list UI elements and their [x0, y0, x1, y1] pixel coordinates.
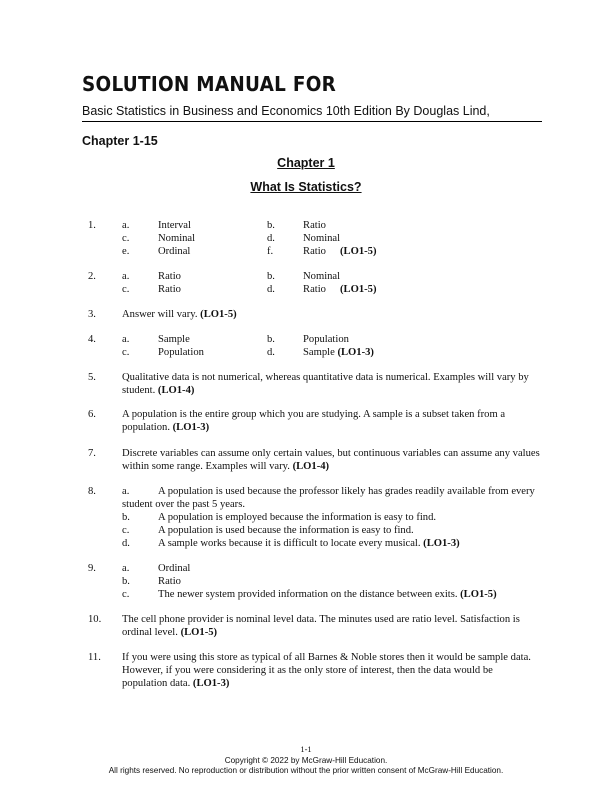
answer-text: Population	[303, 334, 349, 345]
option-letter: d.	[267, 284, 275, 295]
answer-body: Discrete variables can assume only certain values, but continuous variables can assume any values within some range. Examples will vary.	[122, 448, 540, 473]
question-number: 9.	[88, 563, 96, 574]
option-letter: b.	[267, 271, 275, 282]
answer-body: A sample works because it is difficult to locate every musical.	[158, 538, 421, 549]
option-letter: e.	[122, 246, 130, 257]
learning-objective: (LO1-4)	[157, 385, 195, 397]
answer-text	[122, 408, 540, 434]
question-number: 1.	[88, 220, 96, 231]
learning-objective: (LO1-3)	[423, 538, 460, 549]
learning-objective: (LO1-5)	[460, 589, 497, 600]
option-letter: b.	[122, 576, 130, 587]
learning-objective: (LO1-5)	[340, 246, 377, 257]
answer-text	[122, 308, 237, 321]
header-rule	[82, 121, 542, 122]
question-number: 10.	[88, 614, 102, 625]
question-number: 2.	[88, 271, 96, 282]
option-letter: c.	[122, 233, 130, 244]
option-letter: d.	[267, 347, 275, 358]
answer-text: Ratio	[158, 284, 181, 295]
learning-objective: (LO1-3)	[337, 347, 374, 358]
learning-objective: (LO1-5)	[180, 627, 218, 639]
question-number: 5.	[88, 372, 96, 383]
question-number: 8.	[88, 486, 96, 497]
answer-text: Ratio	[303, 246, 326, 257]
option-letter: f.	[267, 246, 274, 257]
option-letter: d.	[122, 538, 130, 549]
answer-text: Ordinal	[158, 563, 191, 574]
option-letter: a.	[122, 486, 130, 497]
answer-text	[122, 613, 540, 639]
answer-text	[122, 485, 540, 511]
rights-notice: All rights reserved. No reproduction or distribution without the prior written consent of McGraw-Hill Education.	[108, 766, 504, 775]
option-letter: b.	[267, 220, 275, 231]
answer-text: A population is employed because the information is easy to find.	[158, 512, 437, 523]
option-letter: c.	[122, 347, 130, 358]
option-letter: a.	[122, 334, 130, 345]
answer-text: Nominal	[303, 233, 341, 244]
answer-body: If you were using this store as typical of all Barnes & Noble stores then it would be sample data. However, if you were considering it as the only store of interest, then the data would be population data.	[122, 652, 531, 690]
answer-body: The newer system provided information on the distance between exits.	[158, 589, 458, 600]
question-number: 11.	[88, 652, 101, 663]
option-letter: c.	[122, 589, 130, 600]
document-title: SOLUTION MANUAL FOR	[82, 72, 337, 96]
answer-text: Interval	[158, 220, 191, 231]
learning-objective: (LO1-3)	[172, 422, 210, 434]
answer-text: A population is used because the information is easy to find.	[158, 525, 414, 536]
document-subtitle: Basic Statistics in Business and Economics 10th Edition By Douglas Lind,	[82, 104, 490, 118]
question-number: 3.	[88, 309, 96, 320]
answer-text	[303, 346, 374, 359]
option-letter: a.	[122, 220, 130, 231]
option-letter: b.	[267, 334, 275, 345]
answer-text: Nominal	[158, 233, 196, 244]
answer-text: Ratio	[158, 576, 181, 587]
answer-body: Qualitative data is not numerical, whereas quantitative data is numerical. Examples will vary by student.	[122, 372, 529, 397]
answer-text: Ratio	[303, 220, 326, 231]
option-letter: a.	[122, 563, 130, 574]
answer-body: Answer will vary.	[122, 309, 198, 320]
answer-text: Nominal	[303, 271, 341, 282]
option-letter: b.	[122, 512, 130, 523]
answer-text	[158, 588, 497, 601]
chapter-heading: Chapter 1	[277, 156, 335, 170]
answer-text: Ratio	[303, 284, 326, 295]
answer-text: Ratio	[158, 271, 181, 282]
page-number: 1-1	[300, 744, 312, 754]
chapter-range: Chapter 1-15	[82, 134, 158, 148]
question-number: 7.	[88, 448, 96, 459]
answer-body: A population is the entire group which you are studying. A sample is a subset taken from a population.	[122, 409, 506, 434]
option-letter: c.	[122, 525, 130, 536]
answer-text	[158, 537, 460, 550]
question-number: 6.	[88, 409, 96, 420]
answer-text: Ordinal	[158, 246, 191, 257]
option-letter: d.	[267, 233, 275, 244]
learning-objective: (LO1-3)	[192, 678, 230, 690]
answer-text	[122, 651, 540, 691]
answer-text: Sample	[158, 334, 190, 345]
option-letter: c.	[122, 284, 130, 295]
learning-objective: (LO1-5)	[340, 284, 377, 295]
answer-text	[122, 371, 540, 397]
answer-text	[122, 447, 540, 473]
learning-objective: (LO1-5)	[200, 309, 237, 320]
option-letter: a.	[122, 271, 130, 282]
learning-objective: (LO1-4)	[292, 461, 330, 473]
answer-body: Sample	[303, 347, 335, 358]
answer-text: Population	[158, 347, 204, 358]
answer-body: A population is used because the professor likely has grades readily available from every student over the past 5 years.	[122, 486, 535, 511]
chapter-subheading: What Is Statistics?	[250, 180, 362, 194]
copyright-notice: Copyright © 2022 by McGraw-Hill Education.	[224, 756, 388, 765]
question-number: 4.	[88, 334, 96, 345]
answer-body: The cell phone provider is nominal level data. The minutes used are ratio level. Satisfaction is ordinal level.	[122, 614, 520, 639]
